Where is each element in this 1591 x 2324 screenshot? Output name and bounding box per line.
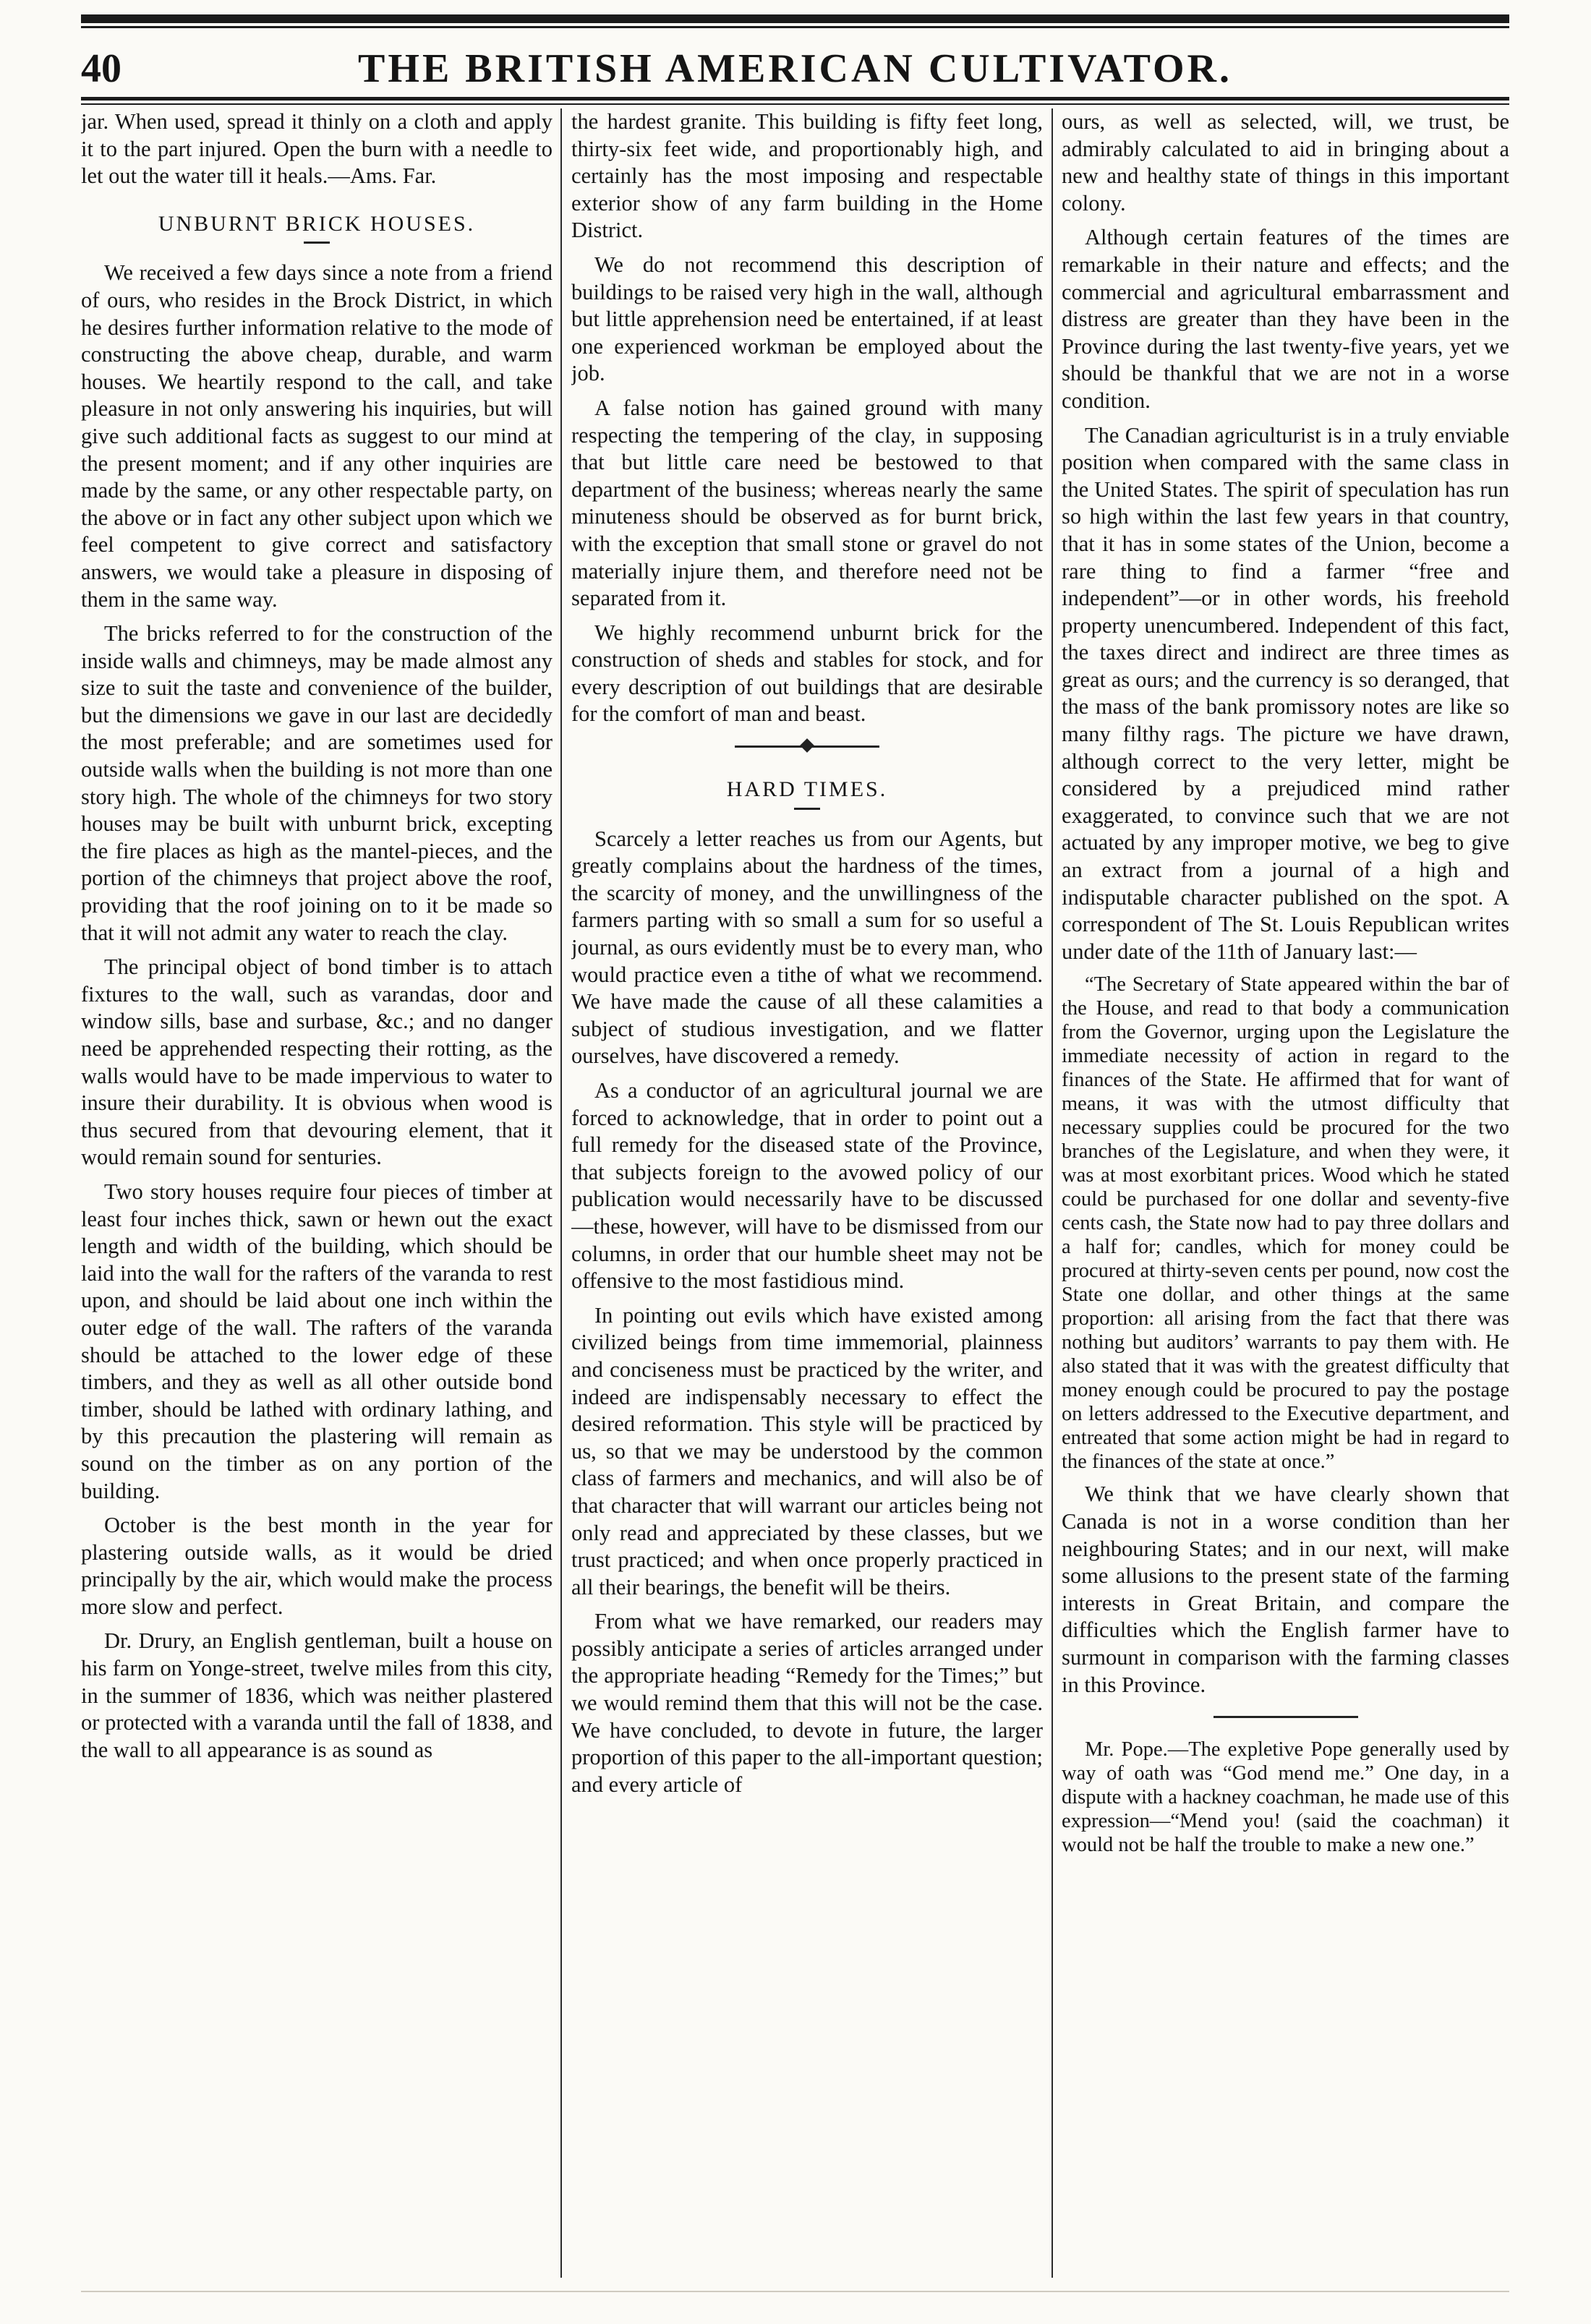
column-divider-1 [560, 108, 562, 2278]
ornament-line [1213, 1716, 1358, 1718]
paragraph: Scarcely a letter reaches us from our Agents, but greatly complains about the hardness of the times, the scarcity of money, and the unwillingness of the farmers parting with so small a sum for so useful a journal, as ours evidently must be to every man, who would practice even a tithe of what we recommend. We have made the cause of all these calamities a subject of studious investigation, and we flatter ourselves, have discovered a remedy. [571, 826, 1043, 1069]
paragraph: Dr. Drury, an English gentleman, built a house on his farm on Yonge-street, twelve miles from this city, in the summer of 1836, which was neither plastered or protected with a varanda until the fall of 1838, and the wall to all appearance is as sound as [81, 1628, 553, 1762]
section-ornament [1062, 1707, 1509, 1726]
paragraph: We received a few days since a note from a friend of ours, who resides in the Brock District, in which he desires further information relative to the mode of constructing the above cheap, durable, and warm houses. We heartily respond to the call, and take pleasure in not only answering his inquiries, but will give such additional facts as suggest to our mind at the present moment; and if any other inquiries are made by the same, or any other respectable party, on the above or in fact any other subject upon which we feel competent to give correct and satisfactory answers, we would take a pleasure in disposing of them in the same way. [81, 260, 553, 612]
heading-dash [304, 242, 330, 244]
anecdote-mr-pope: Mr. Pope.—The expletive Pope generally used by way of oath was “God mend me.” One day, in a dispute with a hackney coachman, he made use of this expression—“Mend you! (said the coachman) it would not be half the trouble to make a new one.” [1062, 1738, 1509, 1857]
paragraph: In pointing out evils which have existed among civilized beings from time immemorial, plainness and conciseness must be practiced by the writer, and indeed are indispensably necessary to effect the desired reformation. This style will be practiced by us, so that we may be understood by the common class of farmers and mechanics, and will also be of that character that will warrant our articles being not only read and appreciated by these classes, but we trust practiced; and when once properly practiced in all their bearings, the benefit will be theirs. [571, 1302, 1043, 1599]
header-rule-thin [81, 103, 1509, 105]
intro-paragraph: jar. When used, spread it thinly on a cloth and apply it to the part injured. Open the burn with a needle to let out the water till it heals.—Ams. Far. [81, 109, 553, 189]
paragraph: Although certain features of the times are remarkable in their nature and effects; and the commercial and agricultural embarrassment and distress are greater than they have been in the Province during the last twenty-five years, yet we should be thankful that we are not in a worse condition. [1062, 225, 1509, 413]
paragraph: ours, as well as selected, will, we trust, be admirably calculated to aid in bringing about a new and healthy state of things in this important colony. [1062, 109, 1509, 215]
paragraph: We do not recommend this description of buildings to be raised very high in the wall, although but little apprehension need be entertained, if at least one experienced workman be employed about the job. [571, 252, 1043, 386]
paragraph: The Canadian agriculturist is in a truly enviable position when compared with the same class in the United States. The spirit of speculation has run so high within the last few years in that country, that it has in some states of the Union, become a rare thing to find a farmer “free and independent”—or in other words, his freehold property unencumbered. Independent of this fact, the taxes direct and indirect are three times as great as ours; and the currency is so deranged, that the mass of the bank promissory notes are like so many filthy rags. The picture we have drawn, although correct to the very letter, might be considered by a prejudiced mind rather exaggerated, to convince such that we are not actuated by any improper motive, we beg to give an extract from a journal of a high and indisputable character published on the spot. A correspondent of The St. Louis Republican writes under date of the 11th of January last:— [1062, 422, 1509, 964]
paragraph: Two story houses require four pieces of timber at least four inches thick, sawn or hewn out the exact length and width of the building, which should be laid into the wall for the rafters of the varanda to rest upon, and should be laid about one inch within the outer edge of the wall. The rafters of the varanda should be attached to the lower edge of these timbers, and they as well as all other outside bond timber, should be lathed with ordinary lathing, and by this precaution the plastering will remain as sound on the timber as on any portion of the building. [81, 1179, 553, 1503]
page-bottom-edge [81, 2291, 1509, 2292]
page-number: 40 [81, 46, 121, 91]
paragraph: The principal object of bond timber is to attach fixtures to the wall, such as varandas, door and window sills, base and surbase, &c.; and no danger need be apprehended respecting their rotting, as the walls would have to be made impervious to water to insure their durability. It is obvious when wood is thus secured from that devouring element, that it would remain sound for senturies. [81, 954, 553, 1170]
column-divider-2 [1052, 108, 1053, 2278]
quoted-extract: “The Secretary of State appeared within the bar of the House, and read to that body a communication from the Governor, urging upon the Legislature the immediate necessity of action in regard to the finances of the State. He affirmed that for want of means, it was with the utmost difficulty that necessary supplies could be procured for the two branches of the Legislature, and when they were, it was at most exorbitant prices. Wood which he stated could be purchased for one dollar and seventy-five cents cash, the State now had to pay three dollars and a half for; candles, which for money could be procured at thirty-seven cents per pound, now cost the State one dollar, and other things at the same proportion: all arising from the fact that there was nothing but auditors’ warrants to pay them with. He also stated that it was with the greatest difficulty that money enough could be procured to pay the postage on letters addressed to the Executive department, and entreated that some action might be had in regard to the finances of the state at once.” [1062, 973, 1509, 1474]
column-3 [1062, 108, 1509, 2285]
page-header [81, 43, 1509, 94]
paragraph: As a conductor of an agricultural journal we are forced to acknowledge, that in order to point out a full remedy for the diseased state of the Province, that subjects foreign to the avowed policy of our publication would necessarily have to be discussed—these, however, will have to be dismissed from our columns, in order that our humble sheet may not be offensive to the most fastidious mind. [571, 1078, 1043, 1294]
masthead-title: THE BRITISH AMERICAN CULTIVATOR. [358, 46, 1232, 91]
paragraph: We think that we have clearly shown that Canada is not in a worse condition than her neighbouring States; and in our next, will make some allusions to the present state of the farming interests in Great Britain, and compare the difficulties which the English farmer have to surmount in comparison with the farming classes in this Province. [1062, 1482, 1509, 1697]
heading-dash [794, 808, 820, 810]
paragraph: the hardest granite. This building is fifty feet long, thirty-six feet wide, and proportionably high, and certainly has the most imposing and respectable exterior show of any farm building in the Home District. [571, 109, 1043, 243]
header-rule [81, 97, 1509, 101]
paragraph: From what we have remarked, our readers may possibly anticipate a series of articles arranged under the appropriate heading “Remedy for the Times;” but we would remind them that this will not be the case. We have concluded, to devote in future, the larger proportion of this paper to the all-important question; and every article of [571, 1609, 1043, 1797]
ornament-diamond [800, 738, 814, 753]
article-heading-unburnt-brick: UNBURNT BRICK HOUSES. [158, 211, 476, 236]
section-ornament [571, 737, 1043, 756]
top-border-thin [81, 26, 1509, 28]
paragraph: The bricks referred to for the construction of the inside walls and chimneys, may be made almost any size to suit the taste and convenience of the builder, but the dimensions we gave in our last are decidedly the most preferable; and are sometimes used for outside walls when the building is not more than one story high. The whole of the chimneys for two story houses may be built with unburnt brick, excepting the fire places as high as the mantel-pieces, and the portion of the chimneys that project above the roof, providing that the roof joining on to it be made so that it will not admit any water to reach the clay. [81, 621, 553, 945]
column-1 [81, 108, 553, 2285]
paragraph: A false notion has gained ground with many respecting the tempering of the clay, in supposing that but little care need be bestowed to that department of the business; whereas nearly the same minuteness should be observed as for burnt brick, with the exception that small stone or gravel do not materially injure them, and therefore need not be separated from it. [571, 395, 1043, 611]
paragraph: October is the best month in the year for plastering outside walls, as it would be dried principally by the air, which would make the process more slow and perfect. [81, 1513, 553, 1619]
column-2 [571, 108, 1043, 2285]
top-border-thick [81, 14, 1509, 23]
paragraph: We highly recommend unburnt brick for the construction of sheds and stables for stock, and for every description of out buildings that are desirable for the comfort of man and beast. [571, 620, 1043, 727]
article-heading-hard-times: HARD TIMES. [726, 777, 888, 802]
